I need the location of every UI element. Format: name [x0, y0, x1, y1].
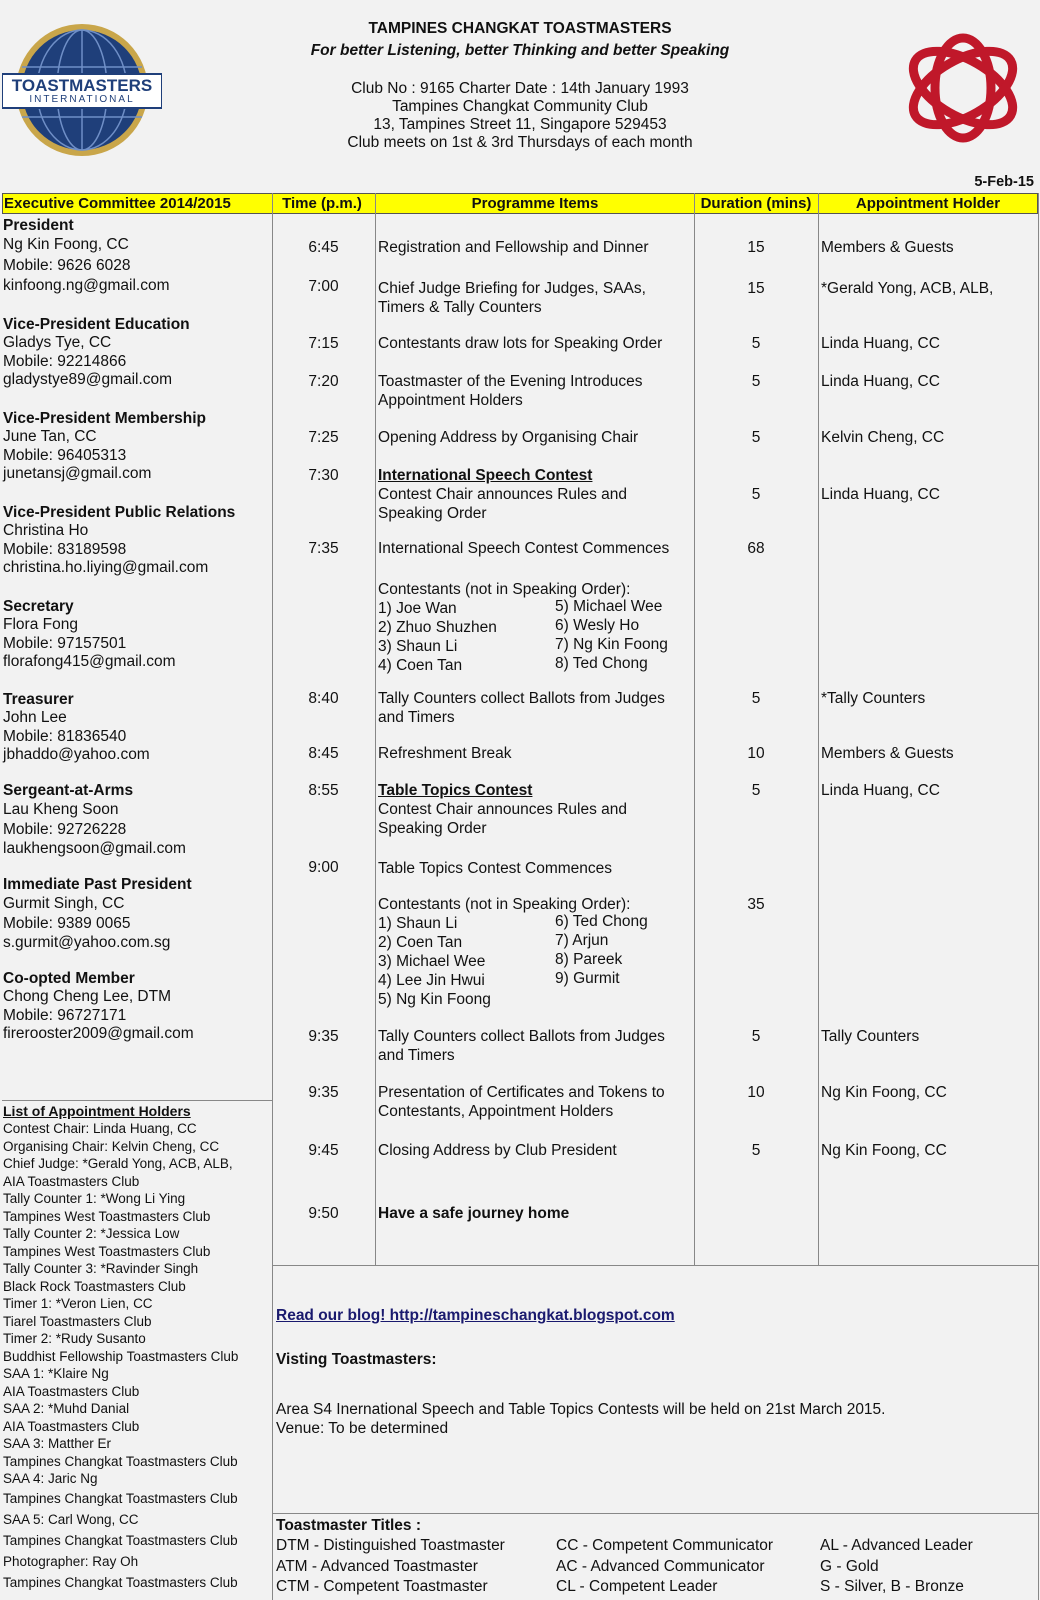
appointment-line: Organising Chair: Kelvin Cheng, CC — [3, 1138, 220, 1154]
exec-role: Vice-President Public Relations — [3, 504, 236, 521]
exec-role: Secretary — [3, 598, 74, 615]
appointment-line: AIA Toastmasters Club — [3, 1173, 140, 1189]
contestant: 1) Joe Wan — [378, 600, 457, 617]
contestant: 5) Michael Wee — [555, 598, 663, 615]
appointment-line: Tampines Changkat Toastmasters Club — [3, 1574, 238, 1590]
exec-coopted — [3, 970, 269, 1044]
col-head-programme: Programme Items — [471, 195, 599, 212]
exec-role: Treasurer — [3, 691, 74, 708]
isc-title: International Speech Contest — [378, 467, 593, 484]
document-date: 5-Feb-15 — [974, 174, 1034, 190]
col-head-duration: Duration (mins) — [700, 195, 812, 212]
appointment-line: Tally Counter 1: *Wong Li Ying — [3, 1191, 186, 1206]
appointment-line: Tampines West Toastmasters Club — [3, 1208, 211, 1224]
time-cell: 9:35 — [308, 1084, 339, 1101]
club-info-line: Tampines Changkat Community Club — [392, 98, 648, 115]
exec-line: Flora Fong — [3, 616, 78, 633]
exec-line: John Lee — [3, 709, 67, 726]
programme-item-line: Tally Counters collect Ballots from Judges — [378, 690, 665, 707]
time-cell: 8:40 — [308, 690, 339, 707]
appointment-line: SAA 3: Matther Er — [3, 1436, 112, 1451]
contestant: 9) Gurmit — [555, 970, 620, 987]
programme-item — [378, 781, 694, 838]
holder-cell: Linda Huang, CC — [821, 486, 940, 503]
title-entry: CC - Competent Communicator — [556, 1537, 774, 1554]
appointment-line: Tampines Changkat Toastmasters Club — [3, 1490, 238, 1506]
ttc-title: Table Topics Contest — [378, 782, 533, 799]
exec-vp-education — [3, 316, 269, 390]
appointment-line: Timer 1: *Veron Lien, CC — [3, 1296, 153, 1311]
exec-line: Mobile: 83189598 — [3, 540, 127, 558]
grid-line — [272, 1513, 1038, 1514]
contestants-heading: Contestants (not in Speaking Order): — [378, 581, 631, 598]
notice-line: Venue: To be determined — [276, 1420, 449, 1437]
programme-item-line: Tally Counters collect Ballots from Judges — [378, 1028, 665, 1045]
appointment-line: Tampines Changkat Toastmasters Club — [3, 1532, 238, 1548]
holder-cell: Linda Huang, CC — [821, 782, 940, 799]
grid-line — [272, 193, 273, 1600]
exec-line: Christina Ho — [3, 522, 89, 539]
contestant: 7) Ng Kin Foong — [555, 636, 668, 653]
duration-cell: 15 — [747, 280, 765, 297]
programme-item: Registration and Fellowship and Dinner — [378, 239, 649, 256]
programme-item: International Speech Contest Commences — [378, 540, 670, 557]
appointment-line: Buddhist Fellowship Toastmasters Club — [3, 1348, 239, 1364]
time-cell: 8:45 — [308, 745, 339, 762]
grid-line — [375, 193, 376, 1265]
exec-role: Co-opted Member — [3, 970, 135, 987]
contestant: 1) Shaun Li — [378, 915, 458, 932]
programme-item-line: and Timers — [378, 709, 455, 726]
appointment-line: Contest Chair: Linda Huang, CC — [3, 1121, 197, 1136]
programme-item — [378, 372, 694, 410]
time-cell: 9:50 — [308, 1205, 339, 1222]
area-contest-notice — [276, 1400, 1036, 1438]
exec-line: Mobile: 97157501 — [3, 634, 127, 652]
duration-cell: 10 — [747, 1084, 765, 1101]
exec-treasurer — [3, 691, 269, 765]
holder-cell: *Tally Counters — [821, 690, 926, 707]
exec-line: kinfoong.ng@gmail.com — [3, 277, 170, 294]
duration-cell: 5 — [751, 1028, 761, 1045]
club-name: TAMPINES CHANGKAT TOASTMASTERS — [368, 20, 672, 37]
duration-cell: 5 — [751, 335, 761, 352]
programme-item: Refreshment Break — [378, 745, 512, 762]
contestant: 4) Lee Jin Hwui — [378, 972, 485, 989]
club-info-line: Club meets on 1st & 3rd Thursdays of each month — [347, 134, 693, 151]
exec-line: June Tan, CC — [3, 428, 97, 445]
col-head-holder: Appointment Holder — [855, 195, 1001, 212]
time-cell: 8:55 — [308, 782, 339, 799]
contestant: 8) Pareek — [555, 951, 623, 968]
duration-cell: 68 — [747, 540, 765, 557]
exec-line: Mobile: 92214866 — [3, 352, 127, 370]
blog-link[interactable]: Read our blog! http://tampineschangkat.blogspot.com — [276, 1307, 675, 1324]
contestant: 6) Wesly Ho — [555, 617, 640, 634]
duration-cell: 5 — [751, 486, 761, 503]
appointment-line: SAA 4: Jaric Ng — [3, 1471, 98, 1486]
time-cell: 7:00 — [308, 278, 339, 295]
exec-line: Mobile: 81836540 — [3, 727, 127, 745]
rings-logo — [898, 28, 1028, 148]
programme-item-line: Contestants, Appointment Holders — [378, 1103, 614, 1120]
appointment-line: Tiarel Toastmasters Club — [3, 1313, 152, 1329]
exec-past-president — [3, 876, 269, 953]
club-info — [240, 80, 800, 152]
contestant: 4) Coen Tan — [378, 657, 463, 674]
col-head-executive: Executive Committee 2014/2015 — [4, 195, 231, 212]
grid-line — [272, 1265, 1038, 1266]
exec-line: Gladys Tye, CC — [3, 334, 112, 351]
appointment-line: Tampines Changkat Toastmasters Club — [3, 1453, 238, 1469]
time-cell: 9:45 — [308, 1142, 339, 1159]
logo-text-sub: INTERNATIONAL — [29, 94, 135, 105]
contestant: 8) Ted Chong — [555, 655, 648, 672]
grid-line — [818, 193, 819, 1265]
ttc-contestants — [378, 895, 694, 1006]
time-cell: 7:25 — [308, 429, 339, 446]
contestant: 3) Michael Wee — [378, 953, 486, 970]
appointment-holders-list — [3, 1102, 269, 1593]
programme-item-line: and Timers — [378, 1047, 455, 1064]
exec-line: Mobile: 96727171 — [3, 1006, 127, 1024]
programme-item-line: Chief Judge Briefing for Judges, SAAs, — [378, 280, 646, 297]
holder-cell: Members & Guests — [821, 745, 954, 762]
contestants-heading: Contestants (not in Speaking Order): — [378, 896, 631, 913]
time-cell: 7:15 — [308, 335, 339, 352]
time-cell: 7:20 — [308, 373, 339, 390]
contestant: 6) Ted Chong — [555, 913, 648, 930]
title-entry: DTM - Distinguished Toastmaster — [276, 1537, 505, 1554]
appointment-line: Tampines West Toastmasters Club — [3, 1243, 211, 1259]
grid-line — [694, 193, 695, 1265]
isc-contestants — [378, 580, 694, 673]
title-entry: G - Gold — [820, 1557, 879, 1575]
appointment-line: Black Rock Toastmasters Club — [3, 1278, 186, 1294]
holder-cell: Members & Guests — [821, 239, 954, 256]
col-head-time: Time (p.m.) — [282, 195, 362, 212]
duration-cell: 5 — [751, 690, 761, 707]
programme-item-line: Contest Chair announces Rules and — [378, 486, 628, 503]
club-info-line: Club No : 9165 Charter Date : 14th January 1993 — [351, 80, 689, 97]
visiting-heading: Visting Toastmasters: — [276, 1351, 437, 1368]
contestant: 5) Ng Kin Foong — [378, 991, 491, 1008]
grid-line — [1038, 193, 1039, 1600]
exec-role: Sergeant-at-Arms — [3, 782, 134, 799]
holder-cell: *Gerald Yong, ACB, ALB, — [821, 280, 994, 297]
programme-item-line: Contest Chair announces Rules and — [378, 801, 628, 818]
time-cell: 7:35 — [308, 540, 339, 557]
programme-item: Table Topics Contest Commences — [378, 860, 613, 877]
grid-line — [2, 1100, 272, 1101]
exec-line: Mobile: 92726228 — [3, 820, 127, 838]
exec-line: florafong415@gmail.com — [3, 653, 176, 670]
programme-item: Closing Address by Club President — [378, 1142, 617, 1159]
contestant: 3) Shaun Li — [378, 638, 458, 655]
holder-cell: Tally Counters — [821, 1028, 920, 1045]
titles-col-3 — [820, 1536, 1036, 1598]
duration-cell: 5 — [751, 782, 761, 799]
programme-item: Contestants draw lots for Speaking Order — [378, 335, 663, 352]
exec-vp-pr — [3, 504, 269, 578]
contestant: 2) Coen Tan — [378, 934, 463, 951]
holder-cell: Ng Kin Foong, CC — [821, 1142, 947, 1159]
contestant: 2) Zhuo Shuzhen — [378, 619, 497, 636]
programme-item — [378, 466, 694, 523]
titles-col-2 — [556, 1536, 818, 1598]
exec-line: s.gurmit@yahoo.com.sg — [3, 934, 171, 951]
titles-col-1 — [276, 1536, 556, 1598]
appointment-holders-title: List of Appointment Holders — [3, 1103, 191, 1119]
programme-item — [378, 1083, 694, 1121]
exec-vp-membership — [3, 410, 269, 484]
programme-item-line: Speaking Order — [378, 505, 487, 522]
exec-role: Vice-President Membership — [3, 410, 207, 427]
logo-text-main: TOASTMASTERS — [11, 76, 153, 95]
time-cell: 9:35 — [308, 1028, 339, 1045]
exec-line: jbhaddo@yahoo.com — [3, 746, 150, 763]
title-entry: S - Silver, B - Bronze — [820, 1578, 964, 1595]
exec-line: Mobile: 96405313 — [3, 446, 127, 464]
exec-line: Gurmit Singh, CC — [3, 895, 125, 912]
notice-line: Area S4 Inernational Speech and Table Topics Contests will be held on 21st March 2015. — [276, 1401, 886, 1418]
toastmasters-logo — [2, 22, 162, 162]
appointment-line: SAA 5: Carl Wong, CC — [3, 1511, 139, 1527]
appointment-line: SAA 2: *Muhd Danial — [3, 1401, 130, 1416]
duration-cell: 10 — [747, 745, 765, 762]
programme-item: Have a safe journey home — [378, 1205, 570, 1222]
programme-item-line: Speaking Order — [378, 820, 487, 837]
holder-cell: Linda Huang, CC — [821, 335, 940, 352]
duration-cell: 5 — [751, 429, 761, 446]
title-entry: CTM - Competent Toastmaster — [276, 1578, 488, 1595]
exec-line: junetansj@gmail.com — [3, 465, 152, 482]
time-cell: 9:00 — [308, 859, 339, 876]
titles-heading: Toastmaster Titles : — [276, 1517, 422, 1534]
programme-item: Opening Address by Organising Chair — [378, 429, 639, 446]
exec-line: Mobile: 9626 6028 — [3, 256, 131, 274]
duration-cell: 5 — [751, 1142, 761, 1159]
exec-sergeant-at-arms — [3, 782, 269, 859]
appointment-line: SAA 1: *Klaire Ng — [3, 1366, 109, 1381]
holder-cell: Ng Kin Foong, CC — [821, 1084, 947, 1101]
programme-item-line: Appointment Holders — [378, 392, 523, 409]
holder-cell: Linda Huang, CC — [821, 373, 940, 390]
appointment-line: AIA Toastmasters Club — [3, 1418, 140, 1434]
exec-line: Chong Cheng Lee, DTM — [3, 988, 172, 1005]
appointment-line: AIA Toastmasters Club — [3, 1383, 140, 1399]
title-entry: AL - Advanced Leader — [820, 1537, 973, 1554]
exec-line: Mobile: 9389 0065 — [3, 914, 131, 932]
time-cell: 6:45 — [308, 239, 339, 256]
club-info-line: 13, Tampines Street 11, Singapore 529453 — [373, 116, 667, 133]
exec-president — [3, 217, 269, 297]
duration-cell: 15 — [747, 239, 765, 256]
title-entry: AC - Advanced Communicator — [556, 1557, 765, 1575]
appointment-line: Timer 2: *Rudy Susanto — [3, 1331, 146, 1346]
holder-cell: Kelvin Cheng, CC — [821, 429, 945, 446]
exec-line: Ng Kin Foong, CC — [3, 236, 129, 253]
time-cell: 7:30 — [308, 467, 339, 484]
exec-line: firerooster2009@gmail.com — [3, 1025, 194, 1042]
title-entry: CL - Competent Leader — [556, 1578, 718, 1595]
programme-item-line: Timers & Tally Counters — [378, 299, 542, 316]
exec-line: gladystye89@gmail.com — [3, 371, 173, 388]
exec-secretary — [3, 598, 269, 672]
title-entry: ATM - Advanced Toastmaster — [276, 1557, 478, 1575]
exec-role: Immediate Past President — [3, 876, 192, 893]
programme-item-line: Toastmaster of the Evening Introduces — [378, 373, 643, 390]
appointment-line: Chief Judge: *Gerald Yong, ACB, ALB, — [3, 1156, 233, 1171]
blog-link-wrap — [276, 1307, 1036, 1325]
club-tagline: For better Listening, better Thinking and better Speaking — [310, 42, 730, 59]
duration-cell: 5 — [751, 373, 761, 390]
programme-item — [378, 1027, 694, 1065]
contestant: 7) Arjun — [555, 932, 609, 949]
programme-item — [378, 689, 694, 727]
programme-item-line: Presentation of Certificates and Tokens to — [378, 1084, 665, 1101]
appointment-line: Tally Counter 3: *Ravinder Singh — [3, 1261, 199, 1276]
exec-role: Vice-President Education — [3, 316, 190, 333]
exec-line: laukhengsoon@gmail.com — [3, 840, 186, 857]
appointment-line: Photographer: Ray Oh — [3, 1553, 139, 1569]
programme-item — [378, 279, 694, 317]
exec-role: President — [3, 217, 74, 234]
appointment-line: Tally Counter 2: *Jessica Low — [3, 1226, 180, 1241]
duration-cell: 35 — [747, 896, 765, 913]
exec-line: Lau Kheng Soon — [3, 801, 119, 818]
exec-line: christina.ho.liying@gmail.com — [3, 559, 209, 576]
